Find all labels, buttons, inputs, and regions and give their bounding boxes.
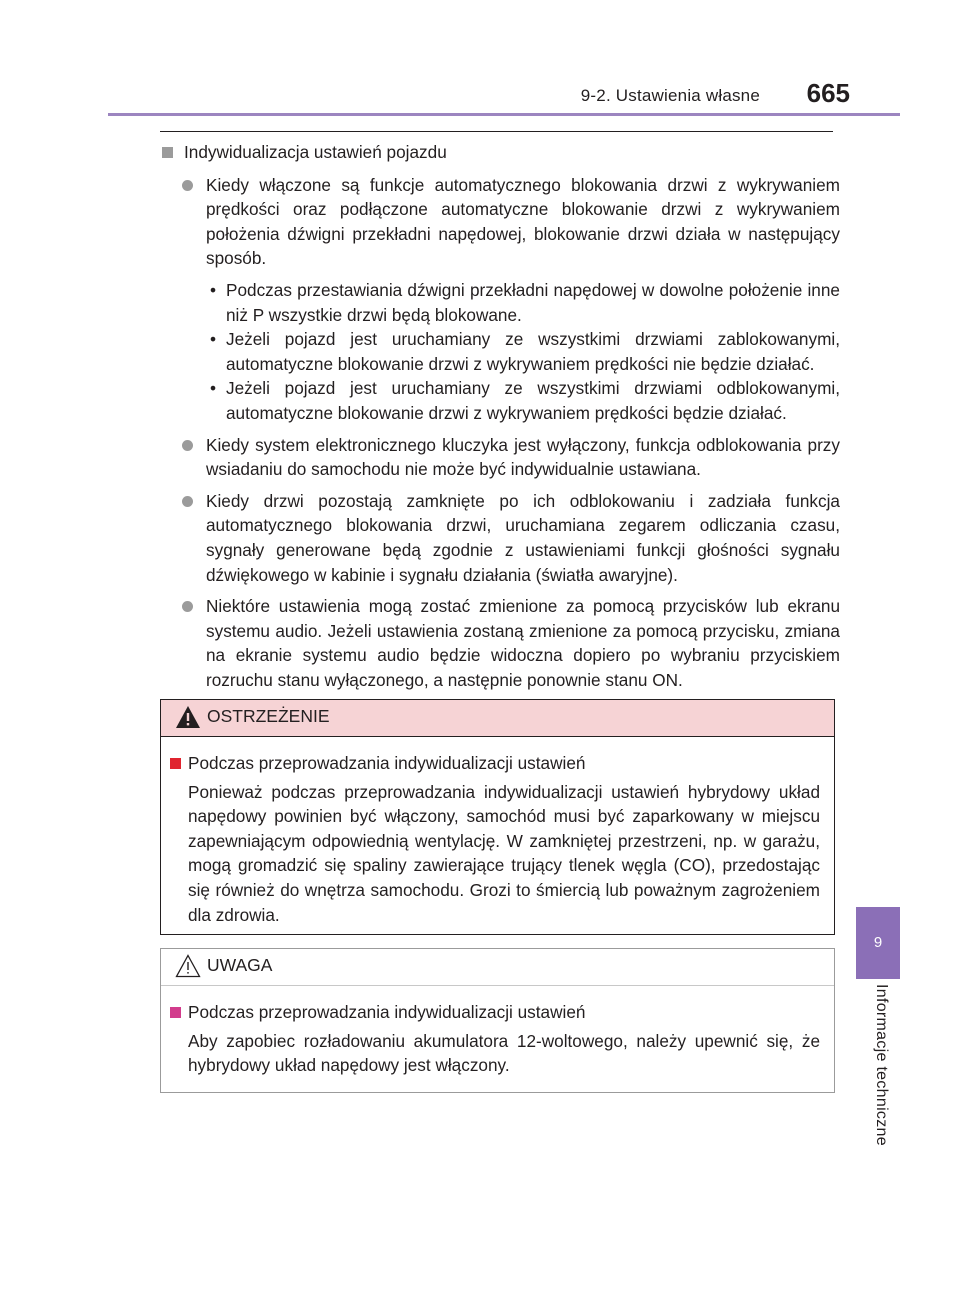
list-item xyxy=(160,594,840,692)
sub-bullet-mark: • xyxy=(210,329,217,350)
caution-triangle-icon xyxy=(175,954,201,983)
square-bullet-icon xyxy=(162,147,173,158)
list-item xyxy=(160,433,840,482)
warning-box-header xyxy=(161,700,834,737)
page-number: 665 xyxy=(806,78,850,108)
content-top-divider xyxy=(160,131,833,132)
circle-bullet-icon xyxy=(182,601,193,612)
sub-list-item xyxy=(160,376,840,425)
header-divider xyxy=(108,113,900,116)
square-bullet-icon xyxy=(170,758,181,769)
notice-box-subtitle xyxy=(185,1000,820,1025)
sub-list-item xyxy=(160,278,840,327)
list-item-text: Kiedy włączone są funkcje automatycznego blokowania drzwi z wykrywaniem prędkości oraz podłączone automatyczne blokowanie drzwi z wykrywaniem położenia dźwigni przekładni napędowej, blokowanie drzwi działa w następujący sposób. xyxy=(206,174,840,269)
notice-box-subtitle-text: Podczas przeprowadzania indywidualizacji ustawień xyxy=(188,1002,586,1022)
circle-bullet-icon xyxy=(182,180,193,191)
sub-list-item xyxy=(160,327,840,376)
list-item xyxy=(160,173,840,271)
notice-box-heading: UWAGA xyxy=(207,955,273,975)
warning-box-text: Ponieważ podczas przeprowadzania indywidualizacji ustawień hybrydowy układ napędowy powinien być włączony, samochód musi być zaparkowany w miejscu zapewniającym odpowiednią wentylację. W zamkniętej przestrzeni, np. w garażu, mogą gromadzić się spaliny zawierające trujący tlenek węgla (CO), przedostając się również do wnętrza samochodu. Grozi to śmiercią lub poważnym zagrożeniem dla zdrowia. xyxy=(188,781,820,925)
warning-box-subtitle-text: Podczas przeprowadzania indywidualizacji ustawień xyxy=(188,753,586,773)
list-item-text: Kiedy drzwi pozostają zamknięte po ich odblokowaniu i zadziała funkcja automatycznego blokowania drzwi, uruchamiana zegarem odliczania czasu, sygnały generowane będą zgodnie z ustawieniami funkcji głośności sygnału dźwiękowego w kabinie i sygnału działania (światła awaryjne). xyxy=(206,490,840,585)
main-content xyxy=(160,140,840,699)
square-bullet-icon xyxy=(170,1007,181,1018)
circle-bullet-icon xyxy=(182,440,193,451)
section-heading-text: Indywidualizacja ustawień pojazdu xyxy=(184,142,447,162)
sub-list-item-text: Podczas przestawiania dźwigni przekładni napędowej w dowolne położenie inne niż P wszystkie drzwi będą blokowane. xyxy=(226,279,840,325)
notice-box-body xyxy=(161,986,834,1078)
list-item xyxy=(160,489,840,587)
sub-bullet-mark: • xyxy=(210,378,217,399)
warning-box xyxy=(160,699,835,935)
section-heading xyxy=(160,140,840,165)
notice-box-text: Aby zapobiec rozładowaniu akumulatora 12-woltowego, należy upewnić się, że hybrydowy układ napędowy jest włączony. xyxy=(188,1030,820,1076)
list-item-text: Kiedy system elektronicznego kluczyka jest wyłączony, funkcja odblokowania przy wsiadaniu do samochodu nie może być indywidualnie ustawiana. xyxy=(206,434,840,480)
warning-triangle-icon xyxy=(175,705,201,734)
notice-box-header xyxy=(161,949,834,986)
sub-list-item-text: Jeżeli pojazd jest uruchamiany ze wszystkimi drzwiami odblokowanymi, automatyczne blokowanie drzwi z wykrywaniem prędkości będzie działać. xyxy=(226,378,840,423)
header-section-title: 9-2. Ustawienia własne xyxy=(580,86,760,105)
sub-list-item-text: Jeżeli pojazd jest uruchamiany ze wszystkimi drzwiami zablokowanymi, automatyczne blokowanie drzwi z wykrywaniem prędkości nie będzie działać. xyxy=(226,329,840,374)
chapter-title: Informacje techniczne xyxy=(873,984,890,1146)
sub-list xyxy=(160,278,840,426)
warning-box-heading: OSTRZEŻENIE xyxy=(207,706,330,726)
chapter-tab: 9 xyxy=(856,907,900,979)
circle-bullet-icon xyxy=(182,496,193,507)
sub-bullet-mark: • xyxy=(210,279,217,300)
list-item-text: Niektóre ustawienia mogą zostać zmienione za pomocą przycisków lub ekranu systemu audio. Jeżeli ustawienia zostaną zmienione za pomocą przycisku, zmiana na ekranie systemu audio będzie widoczna dopiero po wybraniu przyciskiem rozruchu stanu wyłączonego, a następnie ponownie stanu ON. xyxy=(206,596,840,690)
warning-box-subtitle xyxy=(185,751,820,776)
warning-box-body xyxy=(161,737,834,927)
notice-box xyxy=(160,948,835,1093)
